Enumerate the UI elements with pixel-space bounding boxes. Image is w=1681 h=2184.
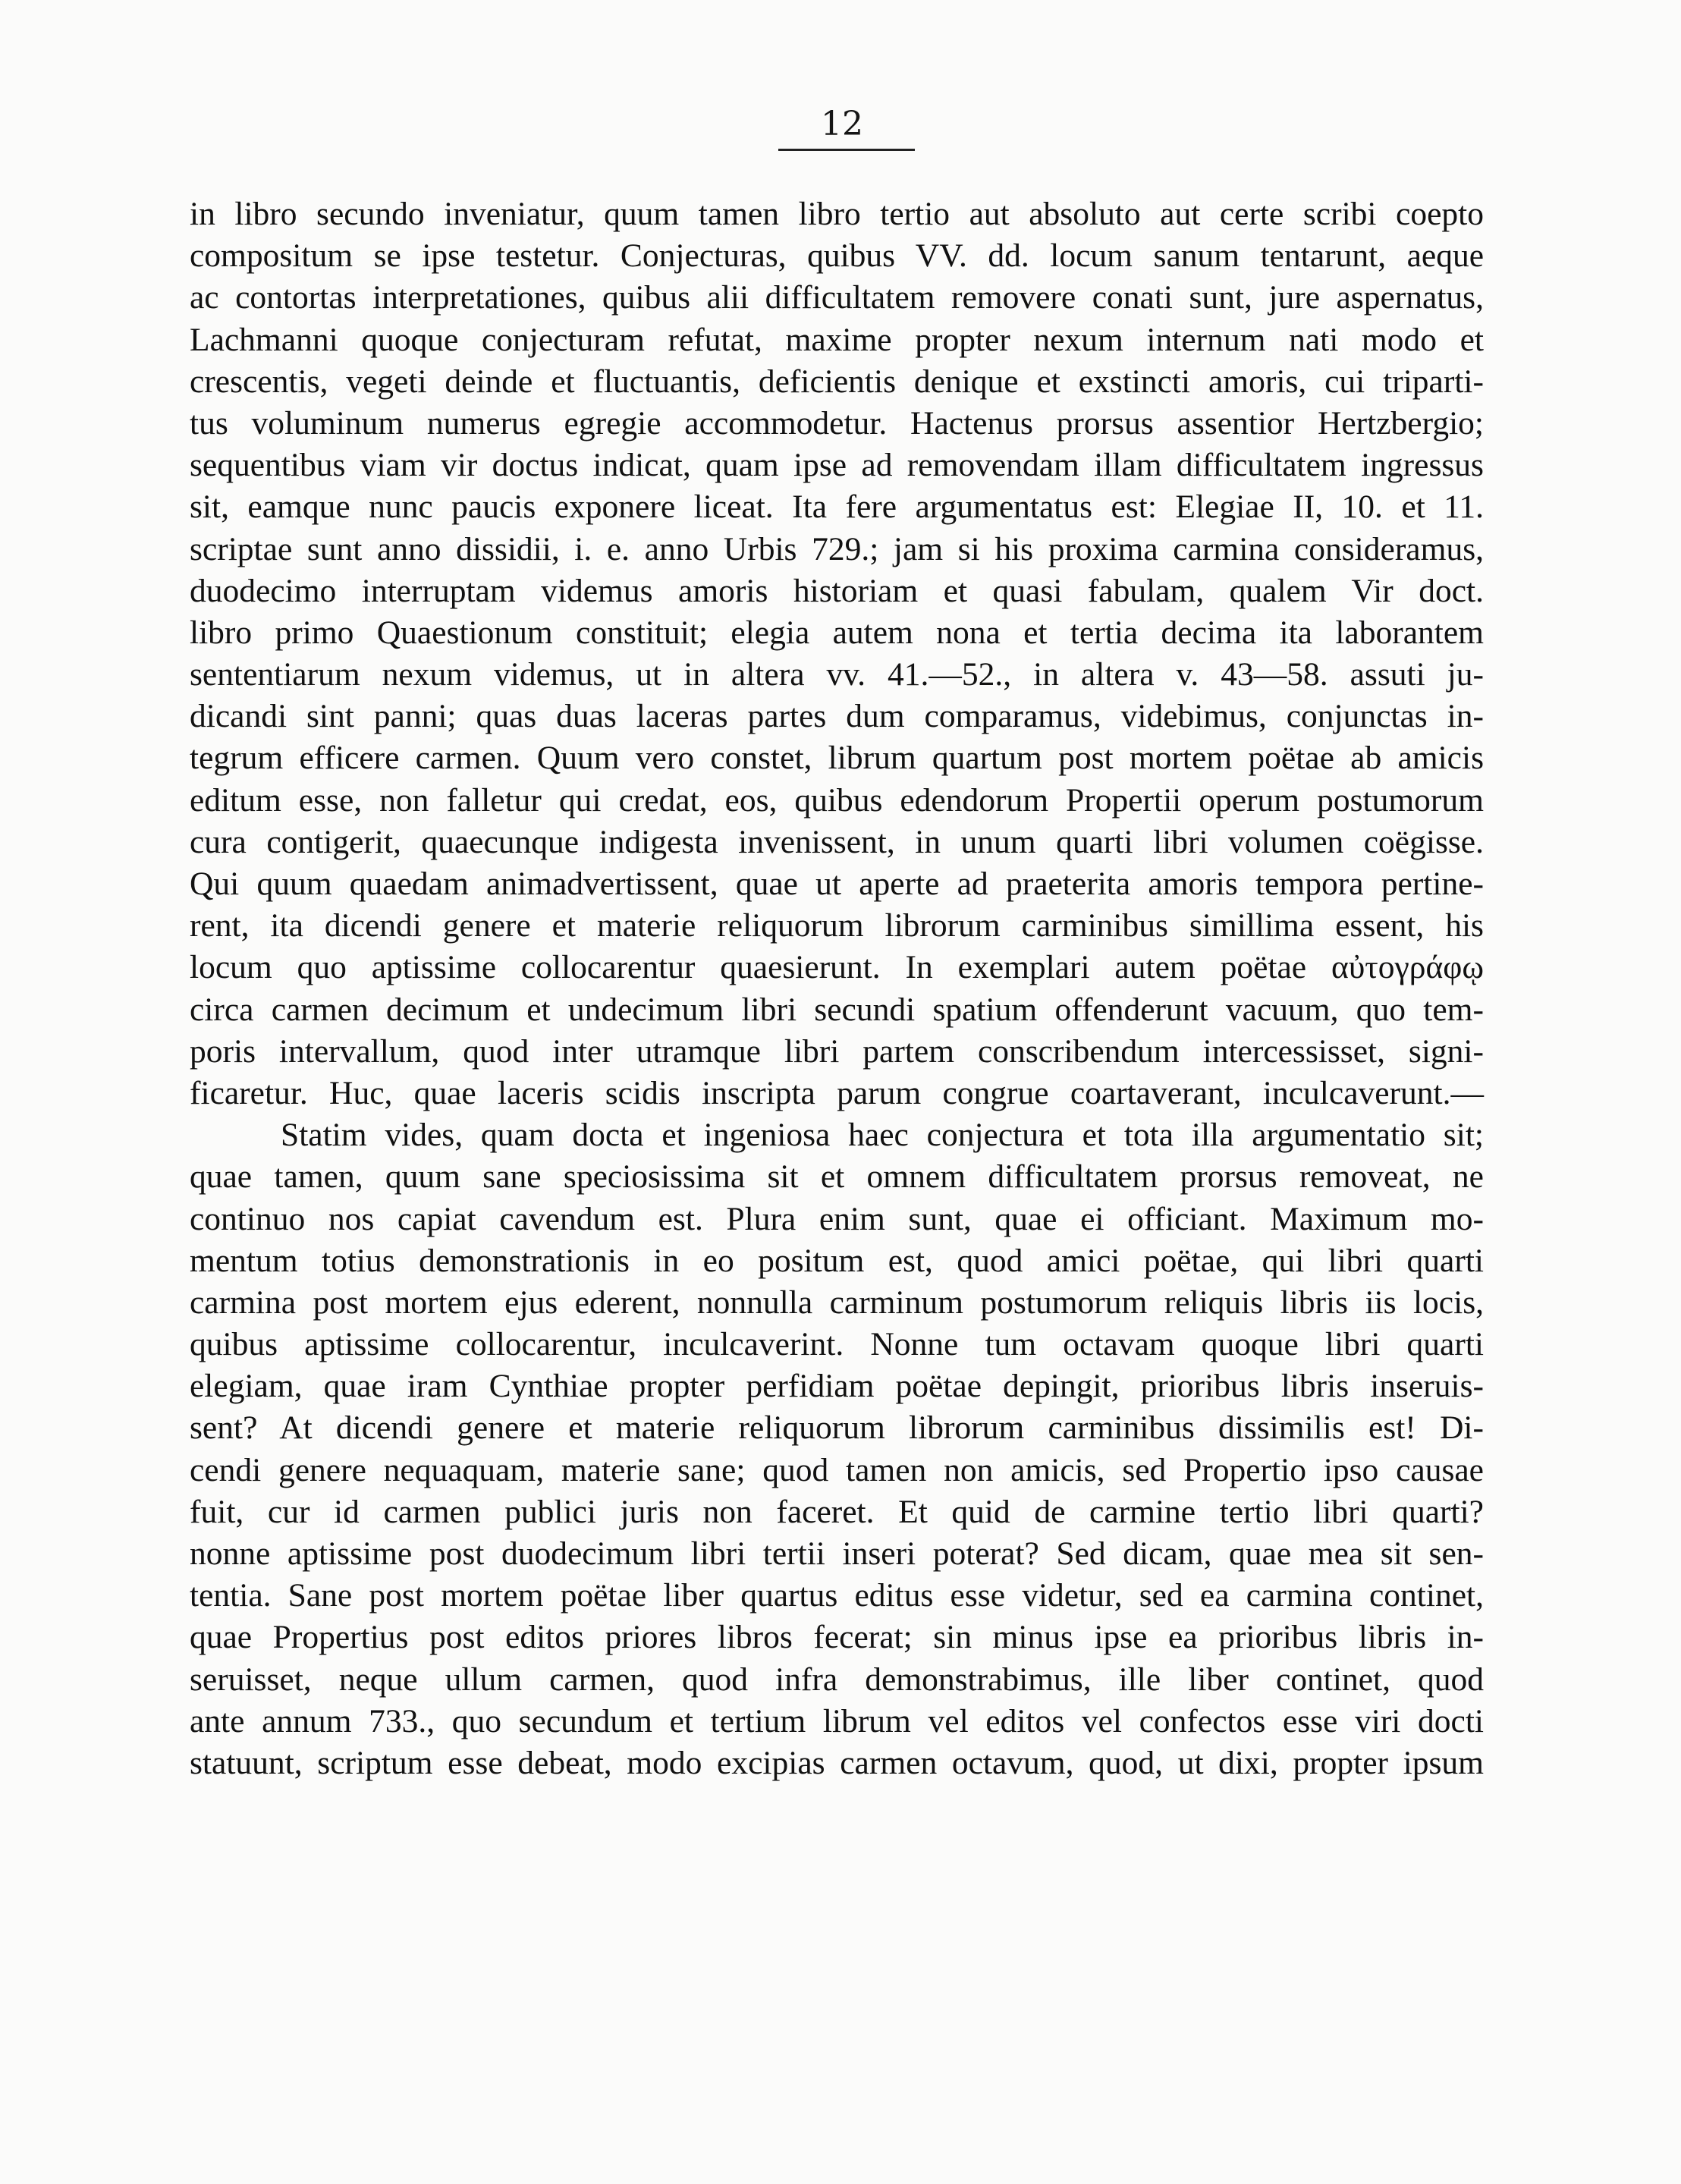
text-line: ac contortas interpretationes, quibus alii difficultatem removere conati sunt, jure aspernatus,: [190, 279, 1484, 316]
text-line: tentia. Sane post mortem poëtae liber quartus editus esse videtur, sed ea carmina continet,: [190, 1577, 1484, 1614]
text-line: quibus aptissime collocarentur, inculcaverint. Nonne tum octavam quoque libri quarti: [190, 1326, 1484, 1363]
text-line: carmina post mortem ejus ederent, nonnulla carminum postumorum reliquis libris iis locis,: [190, 1284, 1484, 1321]
text-line: sententiarum nexum videmus, ut in altera vv. 41.—52., in altera v. 43—58. assuti ju-: [190, 656, 1484, 693]
page-number: 12: [821, 105, 863, 143]
text-line: in libro secundo inveniatur, quum tamen libro tertio aut absoluto aut certe scribi coepto: [190, 196, 1484, 232]
text-line: ficaretur. Huc, quae laceris scidis inscripta parum congrue coartaverant, inculcaverunt.—: [190, 1074, 1484, 1111]
text-line: cura contigerit, quaecunque indigesta invenissent, in unum quarti libri volumen coëgisse.: [190, 823, 1484, 860]
text-line: mentum totius demonstrationis in eo positum est, quod amici poëtae, qui libri quarti: [190, 1242, 1484, 1279]
text-line: tegrum efficere carmen. Quum vero constet, librum quartum post mortem poëtae ab amicis: [190, 740, 1484, 777]
text-line: editum esse, non falletur qui credat, eos, quibus edendorum Propertii operum postumorum: [190, 781, 1484, 819]
page-number-rule: [778, 149, 915, 151]
text-line: circa carmen decimum et undecimum libri secundi spatium offenderunt vacuum, quo tem-: [190, 991, 1484, 1028]
body-text: [190, 193, 1484, 1784]
text-line: Lachmanni quoque conjecturam refutat, maxime propter nexum internum nati modo et: [190, 321, 1484, 358]
text-line: sit, eamque nunc paucis exponere liceat. Ita fere argumentatus est: Elegiae II, 10. et 11.: [190, 489, 1484, 526]
text-line: compositum se ipse testetur. Conjecturas, quibus VV. dd. locum sanum tentarunt, aeque: [190, 237, 1484, 275]
text-line: quae tamen, quum sane speciosissima sit et omnem difficultatem prorsus removeat, ne: [190, 1158, 1484, 1196]
text-line: nonne aptissime post duodecimum libri tertii inseri poterat? Sed dicam, quae mea sit sen-: [190, 1535, 1484, 1572]
text-line: libro primo Quaestionum constituit; elegia autem nona et tertia decima ita laborantem: [190, 614, 1484, 651]
text-line: seruisset, neque ullum carmen, quod infra demonstrabimus, ille liber continet, quod: [190, 1661, 1484, 1698]
text-line: sequentibus viam vir doctus indicat, quam ipse ad removendam illam difficultatem ingressus: [190, 447, 1484, 484]
text-line: rent, ita dicendi genere et materie reliquorum librorum carminibus simillima essent, his: [190, 907, 1484, 944]
text-line: tus voluminum numerus egregie accommodetur. Hactenus prorsus assentior Hertzbergio;: [190, 404, 1484, 442]
text-line: quae Propertius post editos priores libros fecerat; sin minus ipse ea prioribus libris in-: [190, 1619, 1484, 1656]
text-line: sent? At dicendi genere et materie reliquorum librorum carminibus dissimilis est! Di-: [190, 1409, 1484, 1447]
text-line: poris intervallum, quod inter utramque libri partem conscribendum intercessisset, signi-: [190, 1032, 1484, 1070]
text-line: Qui quum quaedam animadvertissent, quae ut aperte ad praeterita amoris tempora pertine-: [190, 866, 1484, 902]
text-line: crescentis, vegeti deinde et fluctuantis, deficientis denique et exstincti amoris, cui triparti-: [190, 363, 1484, 400]
text-line: elegiam, quae iram Cynthiae propter perfidiam poëtae depingit, prioribus libris inseruis-: [190, 1368, 1484, 1405]
text-line: duodecimo interruptam videmus amoris historiam et quasi fabulam, qualem Vir doct.: [190, 572, 1484, 609]
text-line: scriptae sunt anno dissidii, i. e. anno Urbis 729.; jam si his proxima carmina consideramus,: [190, 530, 1484, 567]
paragraph-start-line: Statim vides, quam docta et ingeniosa haec conjectura et tota illa argumentatio sit;: [281, 1117, 1484, 1154]
text-line: ante annum 733., quo secundum et tertium librum vel editos vel confectos esse viri docti: [190, 1702, 1484, 1739]
text-line: fuit, cur id carmen publici juris non faceret. Et quid de carmine tertio libri quarti?: [190, 1493, 1484, 1530]
text-line: cendi genere nequaquam, materie sane; quod tamen non amicis, sed Propertio ipso causae: [190, 1451, 1484, 1488]
text-line: statuunt, scriptum esse debeat, modo excipias carmen octavum, quod, ut dixi, propter ipsum: [190, 1744, 1484, 1781]
text-line: locum quo aptissime collocarentur quaesierunt. In exemplari autem poëtae αὐτογράφῳ: [190, 949, 1484, 986]
text-line: continuo nos capiat cavendum est. Plura enim sunt, quae ei officiant. Maximum mo-: [190, 1200, 1484, 1237]
text-line: dicandi sint panni; quas duas laceras partes dum comparamus, videbimus, conjunctas in-: [190, 698, 1484, 735]
